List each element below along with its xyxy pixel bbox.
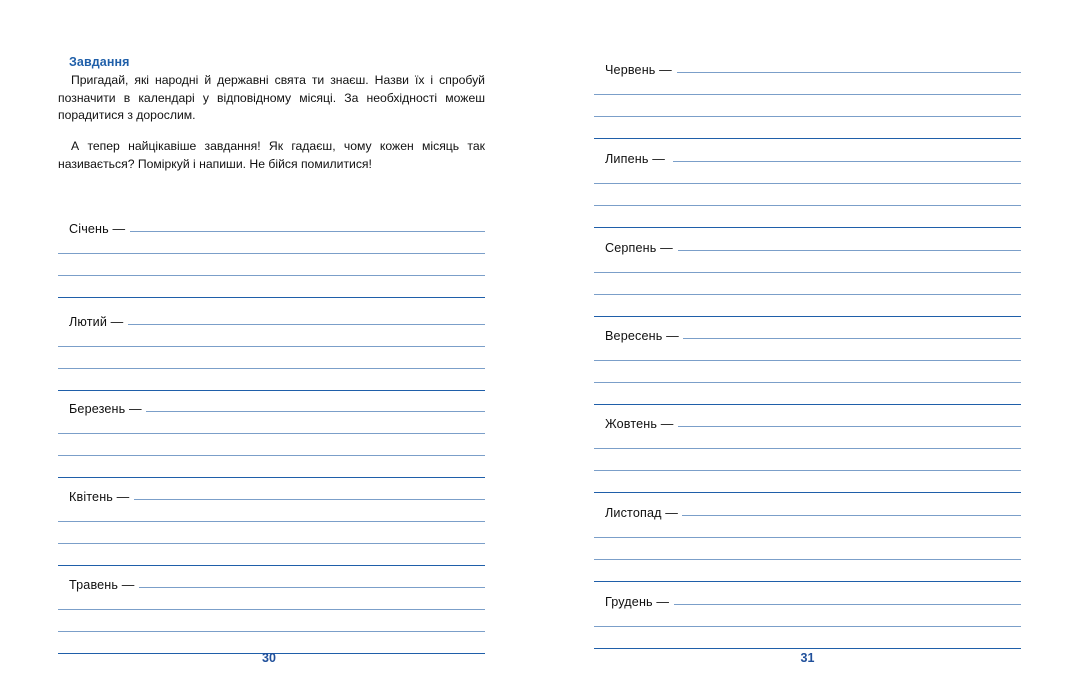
task-heading: Завдання	[69, 55, 130, 69]
answer-writing-line[interactable]	[139, 587, 485, 588]
answer-writing-line[interactable]	[594, 294, 1021, 295]
answer-writing-line[interactable]	[677, 72, 1021, 73]
answer-writing-line[interactable]	[58, 609, 485, 610]
answer-writing-line[interactable]	[594, 360, 1021, 361]
month-label: Лютий —	[69, 315, 124, 329]
answer-writing-line[interactable]	[58, 477, 485, 478]
answer-writing-line[interactable]	[594, 272, 1021, 273]
intro-paragraph-1	[58, 72, 485, 125]
answer-writing-line[interactable]	[594, 648, 1021, 649]
answer-writing-line[interactable]	[682, 515, 1021, 516]
answer-writing-line[interactable]	[594, 316, 1021, 317]
answer-writing-line[interactable]	[678, 426, 1021, 427]
answer-writing-line[interactable]	[683, 338, 1021, 339]
answer-writing-line[interactable]	[594, 559, 1021, 560]
answer-writing-line[interactable]	[58, 368, 485, 369]
answer-writing-line[interactable]	[58, 631, 485, 632]
answer-writing-line[interactable]	[58, 543, 485, 544]
answer-writing-line[interactable]	[58, 455, 485, 456]
page-number-right: 31	[800, 651, 815, 665]
page-number-left: 30	[262, 651, 276, 665]
answer-writing-line[interactable]	[594, 470, 1021, 471]
answer-writing-line[interactable]	[594, 581, 1021, 582]
month-label: Вересень —	[605, 329, 679, 343]
answer-writing-line[interactable]	[594, 227, 1021, 228]
answer-writing-line[interactable]	[673, 161, 1021, 162]
answer-writing-line[interactable]	[130, 231, 485, 232]
answer-writing-line[interactable]	[134, 499, 485, 500]
answer-writing-line[interactable]	[594, 626, 1021, 627]
answer-writing-line[interactable]	[58, 297, 485, 298]
answer-writing-line[interactable]	[594, 448, 1021, 449]
answer-writing-line[interactable]	[594, 382, 1021, 383]
answer-writing-line[interactable]	[58, 346, 485, 347]
month-label: Червень —	[605, 63, 672, 77]
month-label: Квітень —	[69, 490, 130, 504]
answer-writing-line[interactable]	[594, 116, 1021, 117]
intro-paragraph-1-text: Пригадай, які народні й державні свята ти знаєш. Назви їх і спробуй позначити в календарі у відповідному місяці. За необхідності можеш порадитися з дорослим.	[58, 73, 485, 123]
intro-paragraph-2	[58, 138, 485, 173]
answer-writing-line[interactable]	[594, 183, 1021, 184]
month-label: Травень —	[69, 578, 135, 592]
answer-writing-line[interactable]	[594, 94, 1021, 95]
answer-writing-line[interactable]	[58, 253, 485, 254]
answer-writing-line[interactable]	[58, 565, 485, 566]
answer-writing-line[interactable]	[58, 433, 485, 434]
month-label: Листопад —	[605, 506, 678, 520]
month-label: Серпень —	[605, 241, 673, 255]
answer-writing-line[interactable]	[594, 492, 1021, 493]
month-label: Липень —	[605, 152, 665, 166]
answer-writing-line[interactable]	[594, 205, 1021, 206]
left-page	[0, 0, 538, 700]
answer-writing-line[interactable]	[594, 537, 1021, 538]
answer-writing-line[interactable]	[674, 604, 1021, 605]
answer-writing-line[interactable]	[678, 250, 1021, 251]
answer-writing-line[interactable]	[146, 411, 485, 412]
answer-writing-line[interactable]	[594, 138, 1021, 139]
intro-paragraph-2-text: А тепер найцікавіше завдання! Як гадаєш, чому кожен місяць так називається? Поміркуй і напиши. Не бійся помилитися!	[58, 139, 485, 171]
month-label: Січень —	[69, 222, 126, 236]
answer-writing-line[interactable]	[594, 404, 1021, 405]
answer-writing-line[interactable]	[58, 521, 485, 522]
month-label: Березень —	[69, 402, 142, 416]
month-label: Грудень —	[605, 595, 670, 609]
answer-writing-line[interactable]	[58, 390, 485, 391]
month-label: Жовтень —	[605, 417, 674, 431]
answer-writing-line[interactable]	[58, 275, 485, 276]
answer-writing-line[interactable]	[128, 324, 485, 325]
right-page	[538, 0, 1077, 700]
